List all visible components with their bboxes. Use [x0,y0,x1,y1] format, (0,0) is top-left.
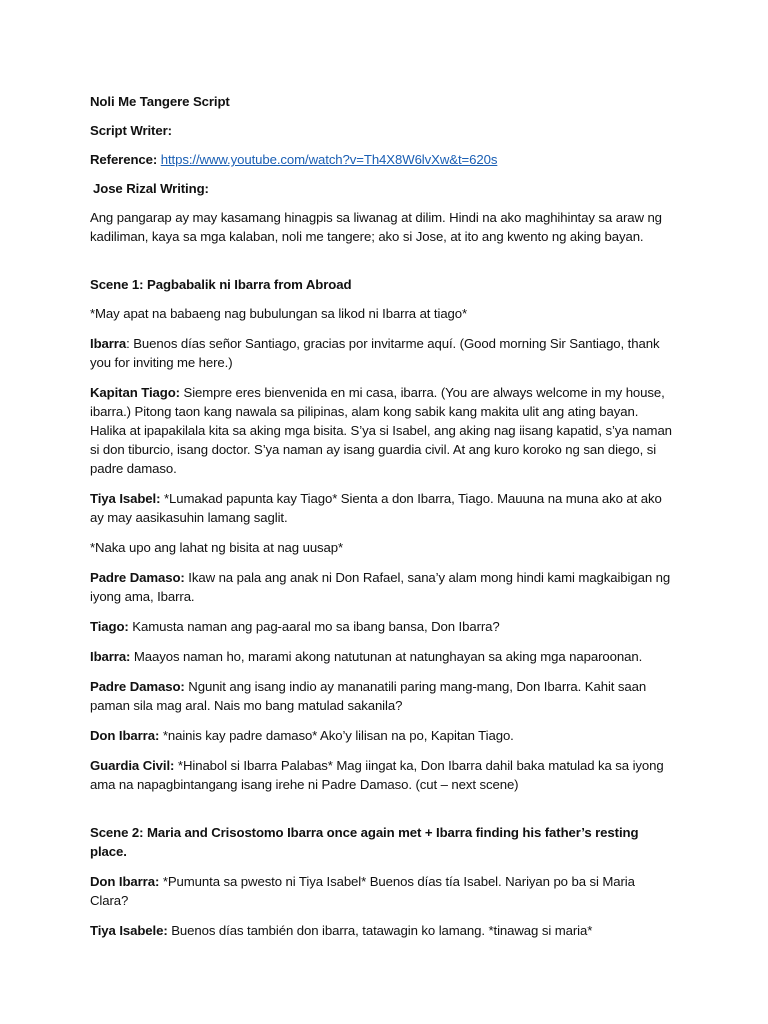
dialogue-line [90,647,676,666]
document-title: Noli Me Tangere Script [90,94,230,109]
rizal-paragraph: Ang pangarap ay may kasamang hinagpis sa liwanag at dilim. Hindi na ako maghihintay sa araw ng kadiliman, kaya sa mga kalaban, noli me tangere; ako si Jose, at ito ang kwento ng aking bayan. [90,210,662,244]
dialogue-line [90,334,676,372]
dialogue-text: Siempre eres bienvenida en mi casa, ibarra. (You are always welcome in my house, ibarra.) Pitong taon kang nawala sa pilipinas, alam kong sabik kang makita ulit ang ating bayan. Halika at ipapakilala kita sa aking mga bisita. S’ya si Isabel, ang aking nag iisang kapatid, s’ya naman si don tiburcio, isang doctor. S’ya naman ay isang guardia civil. At ang kuro koroko ng san diego, si padre damaso. [90,385,672,476]
rizal-heading: Jose Rizal Writing: [93,181,209,196]
speaker-name: Don Ibarra: [90,874,160,889]
speaker-name: Padre Damaso: [90,679,185,694]
scene2-heading: Scene 2: Maria and Crisostomo Ibarra once again met + Ibarra finding his father’s resting place. [90,825,639,859]
dialogue-line [90,921,676,940]
dialogue-text: Ngunit ang isang indio ay mananatili paring mang-mang, Don Ibarra. Kahit saan paman sila mag aral. Nais mo bang matulad sakanila? [90,679,647,713]
dialogue-text: Ikaw na pala ang anak ni Don Rafael, sana’y alam mong hindi kami magkaibigan ng iyong ama, Ibarra. [90,570,671,604]
dialogue-line [90,677,676,715]
dialogue-text: *Lumakad papunta kay Tiago* Sienta a don Ibarra, Tiago. Mauuna na muna ako at ako ay may aasikasuhin lamang saglit. [90,491,662,525]
speaker-name: Guardia Civil: [90,758,175,773]
speaker-name: Tiya Isabel: [90,491,161,506]
dialogue-text: Kamusta naman ang pag-aaral mo sa ibang bansa, Don Ibarra? [132,619,500,634]
dialogue-text: Buenos días también don ibarra, tatawagin ko lamang. *tinawag si maria* [171,923,593,938]
stage-direction: *May apat na babaeng nag bubulungan sa likod ni Ibarra at tiago* [90,306,468,321]
dialogue-text: Maayos naman ho, marami akong natutunan at natunghayan sa aking mga naparoonan. [133,649,643,664]
speaker-name: Padre Damaso: [90,570,185,585]
reference-label: Reference: [90,152,161,167]
stage-direction: *Naka upo ang lahat ng bisita at nag uusap* [90,540,344,555]
speaker-name: Don Ibarra: [90,728,160,743]
speaker-separator: : [126,336,134,351]
dialogue-text: *Pumunta sa pwesto ni Tiya Isabel* Buenos días tía Isabel. Nariyan po ba si Maria Clara? [90,874,635,908]
dialogue-line [90,756,676,794]
dialogue-line [90,383,676,478]
dialogue-text: Buenos días señor Santiago, gracias por invitarme aquí. (Good morning Sir Santiago, thank you for inviting me here.) [90,336,660,370]
dialogue-line [90,489,676,527]
dialogue-line [90,726,676,745]
speaker-name: Ibarra [90,336,127,351]
reference-link[interactable]: https://www.youtube.com/watch?v=Th4X8W6lvXw&t=620s [160,152,498,167]
dialogue-line [90,617,676,636]
dialogue-text: *Hinabol si Ibarra Palabas* Mag iingat ka, Don Ibarra dahil baka matulad ka sa iyong ama na napagbintangang isang irehe ni Padre Damaso. (cut – next scene) [90,758,664,792]
script-writer-label: Script Writer: [90,123,172,138]
dialogue-text: *nainis kay padre damaso* Ako’y lilisan na po, Kapitan Tiago. [162,728,514,743]
reference-line [90,150,676,169]
speaker-name: Tiya Isabele: [90,923,168,938]
speaker-name: Ibarra: [90,649,131,664]
scene1-heading: Scene 1: Pagbabalik ni Ibarra from Abroad [90,277,352,292]
speaker-name: Kapitan Tiago: [90,385,180,400]
dialogue-line [90,872,676,910]
dialogue-line [90,568,676,606]
speaker-name: Tiago: [90,619,129,634]
